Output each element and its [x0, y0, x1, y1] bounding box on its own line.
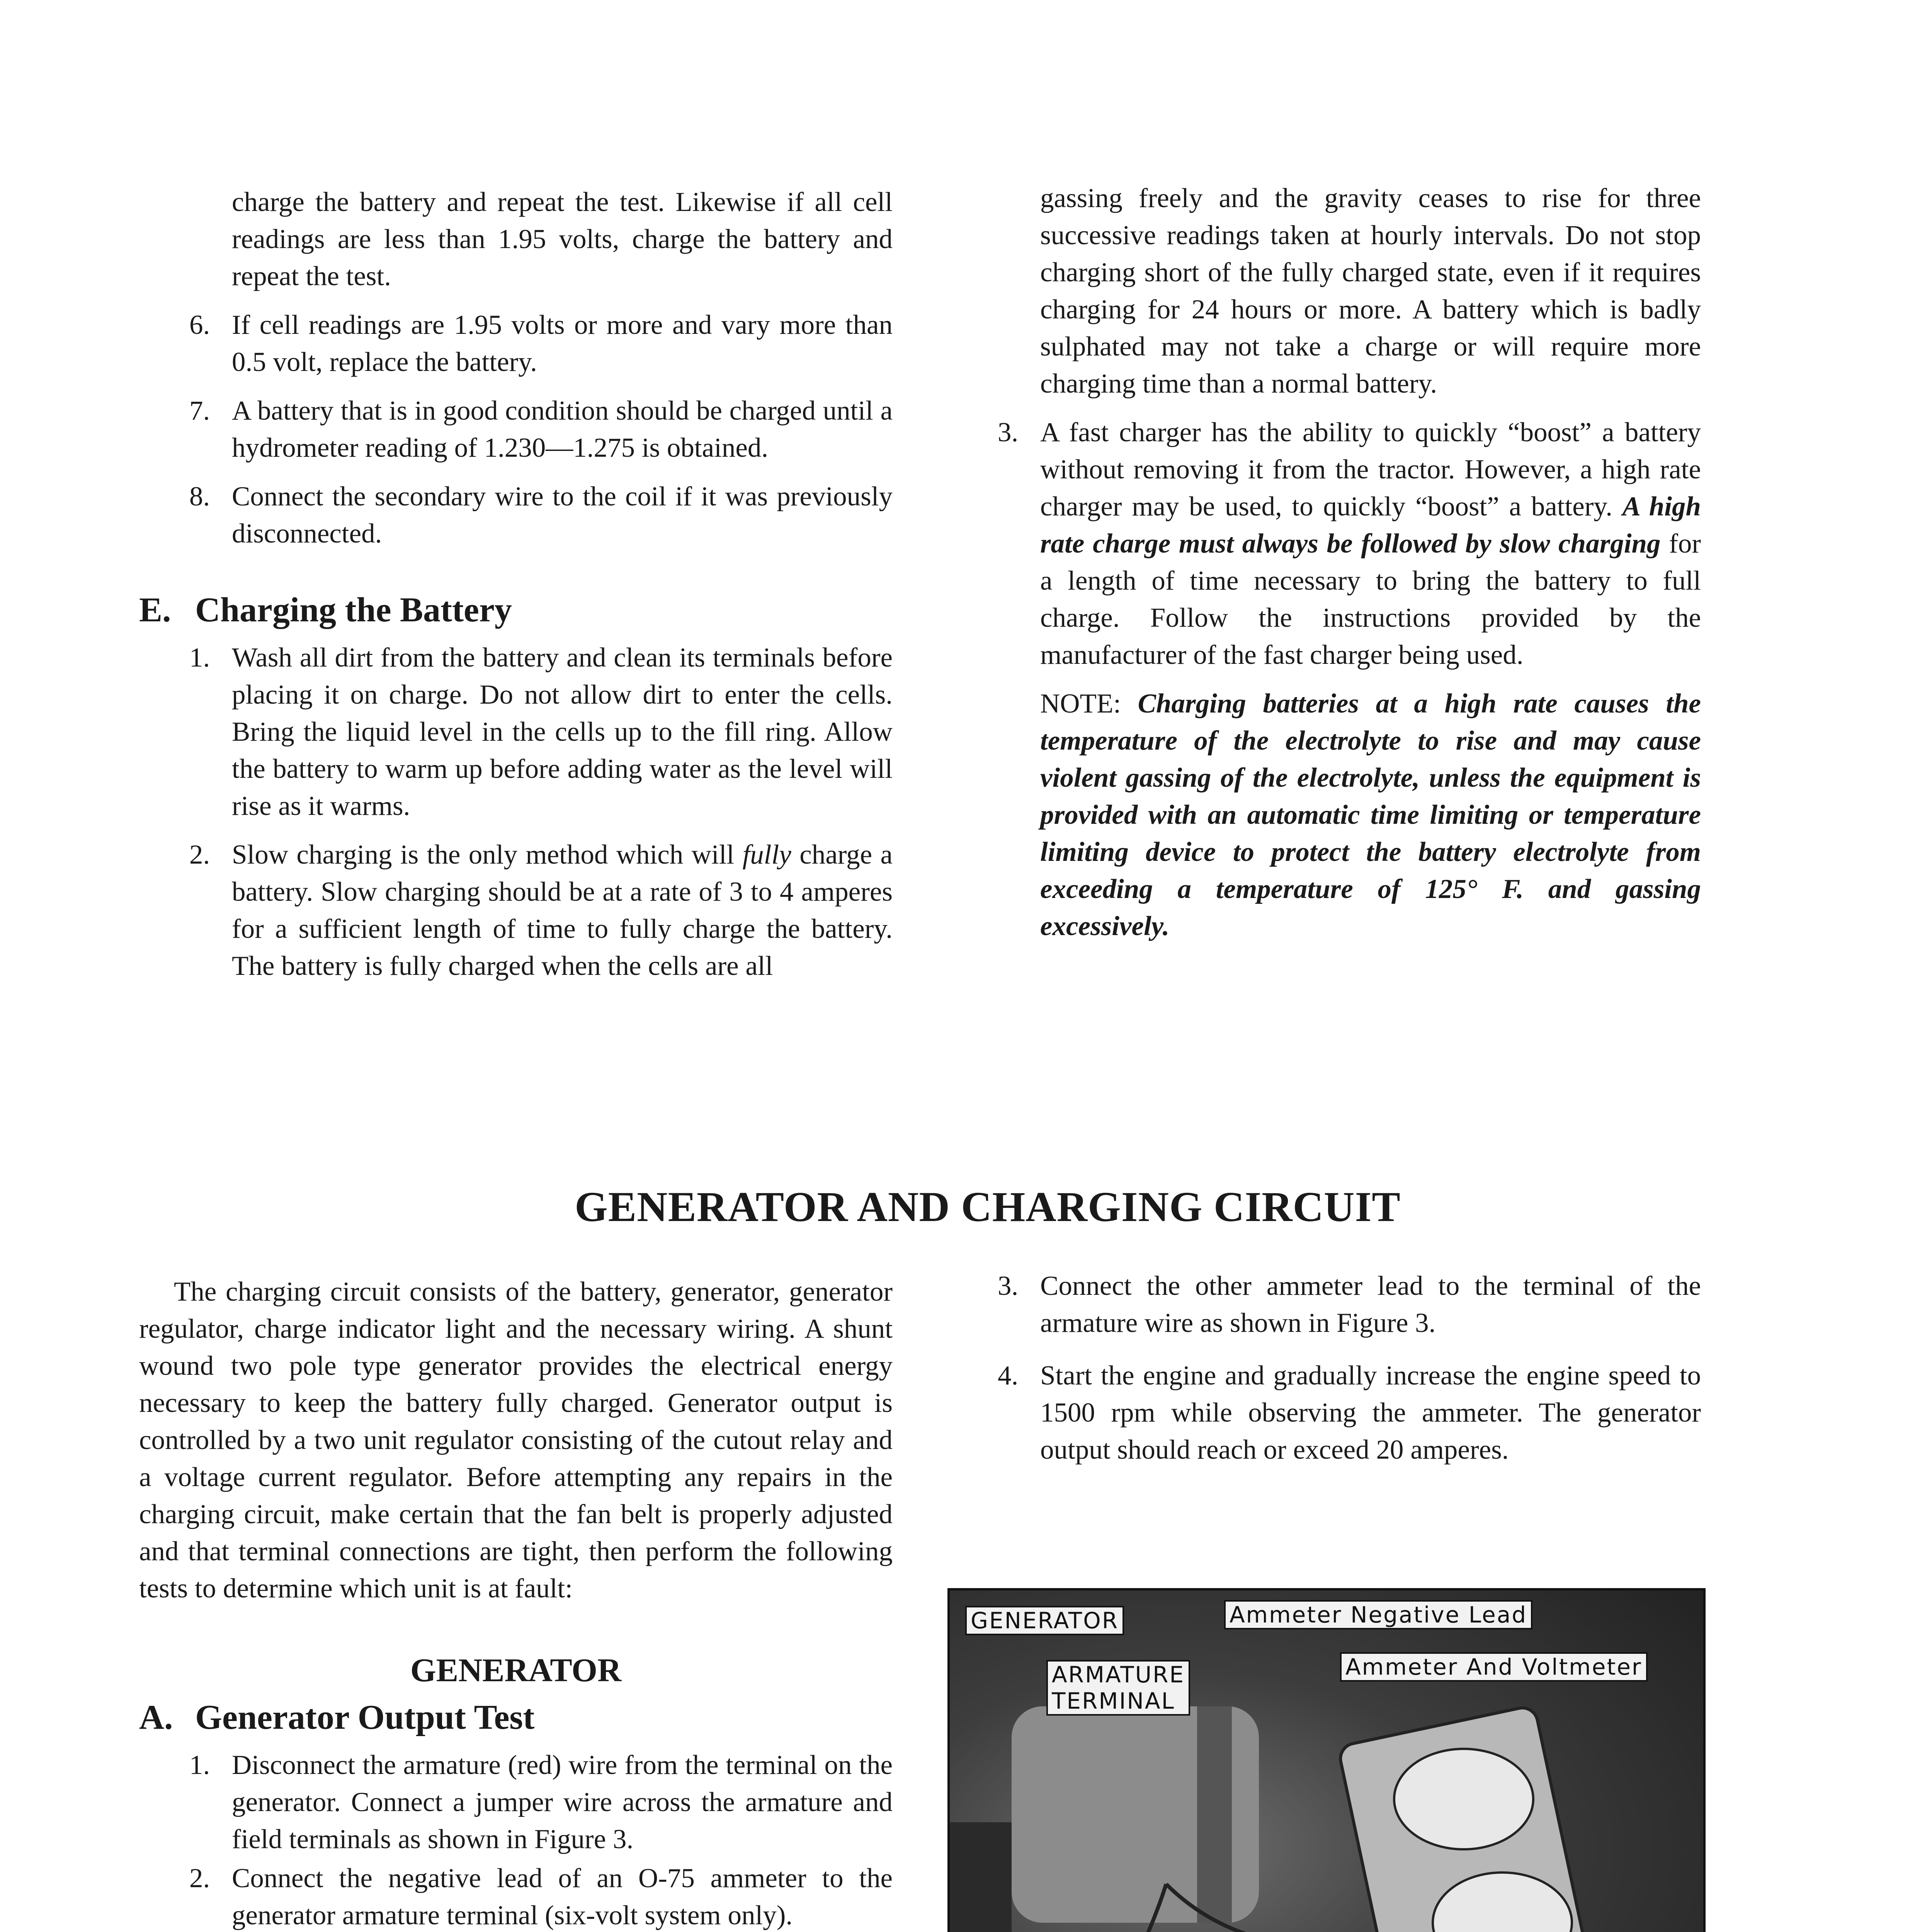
section-title: Generator Output Test — [195, 1698, 535, 1736]
item-text: A fast charger has the ability to quickly “boost” a battery without removing it from the tractor. However, a high rate charger may be used, to quickly “boost” a battery. — [1040, 417, 1701, 522]
item-text: Connect the negative lead of an O-75 ammeter to the generator armature terminal (six-volt system only). — [232, 1863, 893, 1930]
item-text: Connect the other ammeter lead to the terminal of the armature wire as shown in Figure 3. — [1040, 1271, 1701, 1338]
list-item — [947, 1357, 1701, 1468]
item-text: Slow charging is the only method which will — [232, 840, 735, 870]
item-text: for a length of time necessary to bring the battery to full charge. Follow the instructions provided by the manufacturer of the fast charger being used. — [1040, 529, 1701, 670]
item-number: 7. — [189, 396, 210, 426]
section-heading — [139, 1696, 893, 1739]
label-ammeter-voltmeter: Ammeter And Voltmeter — [1340, 1652, 1648, 1682]
list-item — [947, 414, 1701, 673]
item-number: 3. — [998, 417, 1019, 447]
list-item — [139, 1860, 893, 1932]
item-number: 2. — [189, 840, 210, 870]
intro-paragraph: The charging circuit consists of the battery, generator, generator regulator, charge indicator light and the necessary wiring. A shunt wound two pole type generator provides the electrical energy necessary to keep the battery fully charged. Generator output is controlled by a two unit regulator consisting of the cutout relay and a voltage current regulator. Before attempting any repairs in the charging circuit, make certain that the fan belt is properly adjusted and that terminal connections are tight, then perform the following tests to determine which unit is at fault: — [139, 1277, 893, 1604]
bottom-right-column — [947, 1267, 1701, 1468]
item-text: Disconnect the armature (red) wire from the terminal on the generator. Connect a jumper wire across the armature and field terminals as shown in Figure 3. — [232, 1750, 893, 1854]
item-text: Wash all dirt from the battery and clean its terminals before placing it on charge. Do not allow dirt to enter the cells. Bring the liquid level in the cells up to the fill ring. Allow the battery to warm up before adding water as the level will rise as it warms. — [232, 643, 893, 821]
item-number: 8. — [189, 481, 210, 512]
item-emphasis: A high rate charge must always be followed by slow charging — [1040, 492, 1701, 559]
meter-dial-upper — [1394, 1749, 1533, 1849]
item-text: Start the engine and gradually increase the engine speed to 1500 rpm while observing the ammeter. The generator output should reach or exceed 20 amperes. — [1040, 1361, 1701, 1465]
list-item — [947, 1267, 1701, 1342]
continued-text: charge the battery and repeat the test. Likewise if all cell readings are less than 1.95 volts, charge the battery and repeat the test. — [232, 187, 893, 291]
item-number: 6. — [189, 310, 210, 340]
generator-band — [1197, 1706, 1232, 1923]
item-emphasis: fully — [742, 840, 791, 870]
top-right-column — [947, 180, 1701, 945]
item-number: 3. — [998, 1271, 1019, 1301]
subsection-title: GENERATOR — [410, 1651, 622, 1689]
top-left-column — [139, 184, 893, 985]
label-generator: GENERATOR — [965, 1606, 1124, 1635]
section-letter: E. — [139, 591, 171, 629]
label-armature-terminal: ARMATURE TERMINAL — [1046, 1660, 1190, 1716]
page-title: GENERATOR AND CHARGING CIRCUIT — [575, 1183, 1401, 1230]
list-item — [139, 836, 893, 985]
note — [947, 685, 1701, 945]
bottom-left-column — [139, 1273, 893, 1932]
list-item — [139, 478, 893, 552]
item-number: 1. — [189, 1750, 210, 1780]
item-text: If cell readings are 1.95 volts or more and vary more than 0.5 volt, replace the battery. — [232, 310, 893, 377]
continued-text: gassing freely and the gravity ceases to rise for three successive readings taken at hourly intervals. Do not stop charging short of the fully charged state, even if it requires charging for 24 hours or more. A battery which is badly sulphated may not take a charge or will require more charging time than a normal battery. — [1040, 183, 1701, 399]
item-number: 4. — [998, 1361, 1019, 1391]
figure-photo — [947, 1588, 1706, 1932]
label-ammeter-negative: Ammeter Negative Lead — [1224, 1600, 1532, 1629]
photo-illustration — [950, 1590, 1703, 1932]
item-text: A battery that is in good condition should be charged until a hydrometer reading of 1.230—1.275 is obtained. — [232, 396, 893, 463]
list-item — [139, 392, 893, 466]
item-number: 1. — [189, 643, 210, 673]
item-text: charge a battery. Slow charging should be at a rate of 3 to 4 amperes for a sufficient length of time to fully charge the battery. The battery is fully charged when the cells are all — [232, 840, 893, 981]
section-title: Charging the Battery — [195, 591, 512, 629]
fan-belt — [950, 1822, 1012, 1932]
note-label: NOTE: — [1040, 689, 1121, 719]
list-item — [139, 639, 893, 825]
note-text: Charging batteries at a high rate causes the temperature of the electrolyte to rise and may cause violent gassing of the electrolyte, unless the equipment is provided with an automatic time limiting or temperature limiting device to protect the battery electrolyte from exceeding a temperature of 125° F. and gassing excessively. — [1040, 689, 1701, 941]
section-letter: A. — [139, 1698, 173, 1736]
item-number: 2. — [189, 1863, 210, 1893]
list-item — [139, 306, 893, 381]
list-item — [139, 1747, 893, 1858]
section-heading — [139, 589, 893, 631]
item-text: Connect the secondary wire to the coil if it was previously disconnected. — [232, 481, 893, 549]
